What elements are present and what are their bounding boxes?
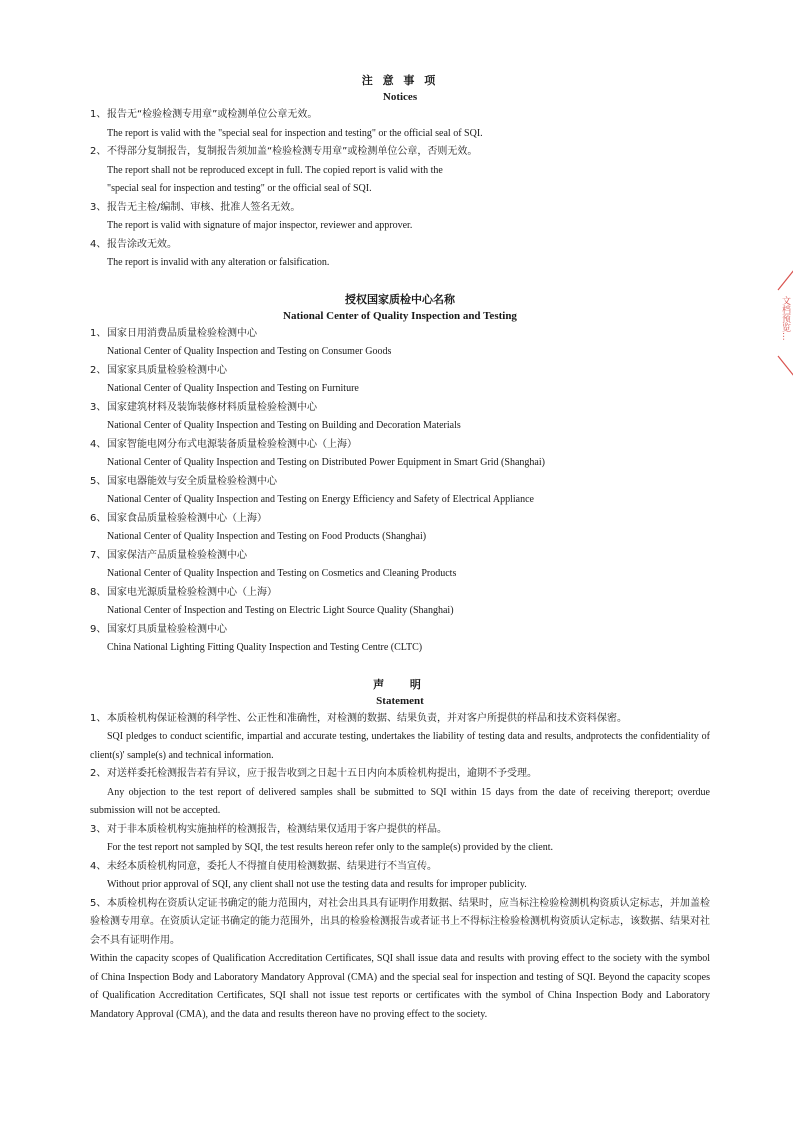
center-item-cn: 2、国家家具质量检验检测中心 (90, 364, 227, 376)
center-item-en: National Center of Quality Inspection and Testing on Distributed Power Equipment in Smart Grid (Shanghai) (107, 457, 545, 468)
stamp-text: 文档预览... (780, 296, 790, 341)
statement-item-cn: 3、对于非本质检机构实施抽样的检测报告，检测结果仅适用于客户提供的样品。 (90, 823, 447, 835)
center-item-cn: 9、国家灯具质量检验检测中心 (90, 623, 227, 635)
center-item-cn: 4、国家智能电网分布式电源装备质量检验检测中心（上海） (90, 438, 357, 450)
center-item-en: National Center of Inspection and Testing on Electric Light Source Quality (Shanghai) (107, 605, 454, 616)
notice-item-cn: 3、报告无主检/编制、审核、批准人签名无效。 (90, 201, 301, 213)
notice-item-en: "special seal for inspection and testing" or the official seal of SQI. (107, 183, 372, 194)
center-item-en: National Center of Quality Inspection and Testing on Building and Decoration Materials (107, 420, 461, 431)
statement-title-cn: 声 明 (373, 677, 427, 691)
center-item-cn: 3、国家建筑材料及装饰装修材料质量检验检测中心 (90, 401, 317, 413)
statement-item-en: Within the capacity scopes of Qualification Accreditation Certificates, SQI shall issue data and results with proving effect to the society with the symbol of China Inspection Body and Laboratory Mandatory Approval (CMA) and the special seal for inspection and testing of SQI. Beyond the capacity scopes of Qualification Accreditation Certificates, SQI shall not issue test reports or certificates with the symbol of China Inspection Body and Laboratory Mandatory Approval (CMA), and the data and results thereon have no proving effect to the society. (90, 953, 710, 1020)
notice-item-en: The report is valid with the "special seal for inspection and testing" or the official seal of SQI. (107, 127, 483, 139)
center-item-cn: 7、国家保洁产品质量检验检测中心 (90, 549, 247, 561)
center-item-en: National Center of Quality Inspection and Testing on Food Products (Shanghai) (107, 531, 427, 542)
center-item-en: National Center of Quality Inspection and Testing on Consumer Goods (107, 346, 392, 357)
center-item-en: National Center of Quality Inspection and Testing on Energy Efficiency and Safety of Electrical Appliance (107, 494, 534, 505)
statement-item-cn: 4、未经本质检机构同意，委托人不得擅自使用检测数据、结果进行不当宣传。 (90, 860, 437, 872)
notice-item-cn: 4、报告涂改无效。 (90, 238, 177, 250)
notice-item-cn: 1、报告无“检验检测专用章”或检测单位公章无效。 (90, 109, 318, 120)
center-item-en: National Center of Quality Inspection and Testing on Cosmetics and Cleaning Products (107, 568, 457, 579)
statement-item-cn: 5、本质检机构在资质认定证书确定的能力范围内，对社会出具具有证明作用数据、结果时，应当标注检验检测机构资质认定标志，并加盖检验检测专用章。在资质认定证书确定的能力范围外，出具的检验检测报告或者证书上不得标注检验检测机构资质认定标志，该数据、结果对社会不具有证明作用。 (90, 897, 710, 946)
notices-title-cn: 注 意 事 项 (361, 74, 439, 87)
statement-item-en: Any objection to the test report of delivered samples shall be submitted to SQI within 15 days from the date of receiving thereport; overdue submission will not be accepted. (90, 786, 710, 816)
center-item-cn: 1、国家日用消费品质量检验检测中心 (90, 327, 257, 339)
statement-item-cn: 2、对送样委托检测报告若有异议，应于报告收到之日起十五日内向本质检机构提出，逾期不予受理。 (90, 768, 537, 779)
statement-section (90, 676, 710, 1025)
centers-title-cn: 授权国家质检中心名称 (345, 292, 455, 306)
preview-stamp (772, 268, 793, 378)
center-item-cn: 6、国家食品质量检验检测中心（上海） (90, 512, 267, 524)
notice-item-en: The report is valid with signature of major inspector, reviewer and approver. (107, 220, 413, 231)
centers-section (90, 291, 710, 658)
centers-title-en: National Center of Quality Inspection and Testing (283, 309, 517, 322)
notice-item-en: The report is invalid with any alteration or falsification. (107, 257, 330, 268)
statement-item-en: For the test report not sampled by SQI, the test results hereon refer only to the sample(s) provided by the client. (107, 842, 554, 853)
notice-item-en: The report shall not be reproduced except in full. The copied report is valid with the (107, 164, 443, 176)
center-item-cn: 5、国家电器能效与安全质量检验检测中心 (90, 475, 277, 487)
notice-item-cn: 2、不得部分复制报告，复制报告须加盖“检验检测专用章”或检测单位公章，否则无效。 (90, 146, 478, 157)
center-item-en: National Center of Quality Inspection and Testing on Furniture (107, 383, 359, 394)
center-item-en: China National Lighting Fitting Quality Inspection and Testing Centre (CLTC) (107, 642, 423, 653)
statement-item-en: Without prior approval of SQI, any client shall not use the testing data and results for improper publicity. (107, 879, 527, 890)
document-page (90, 72, 710, 1024)
statement-title-en: Statement (376, 694, 424, 707)
statement-item-cn: 1、本质检机构保证检测的科学性、公正性和准确性，对检测的数据、结果负责，并对客户所提供的样品和技术资料保密。 (90, 712, 627, 724)
notices-section (90, 72, 710, 273)
statement-item-en: SQI pledges to conduct scientific, impartial and accurate testing, undertakes the liability of testing data and results, andprotects the confidentiality of client(s)' sample(s) and technical information. (90, 731, 710, 761)
center-item-cn: 8、国家电光源质量检验检测中心（上海） (90, 586, 277, 598)
notices-title-en: Notices (382, 91, 418, 103)
